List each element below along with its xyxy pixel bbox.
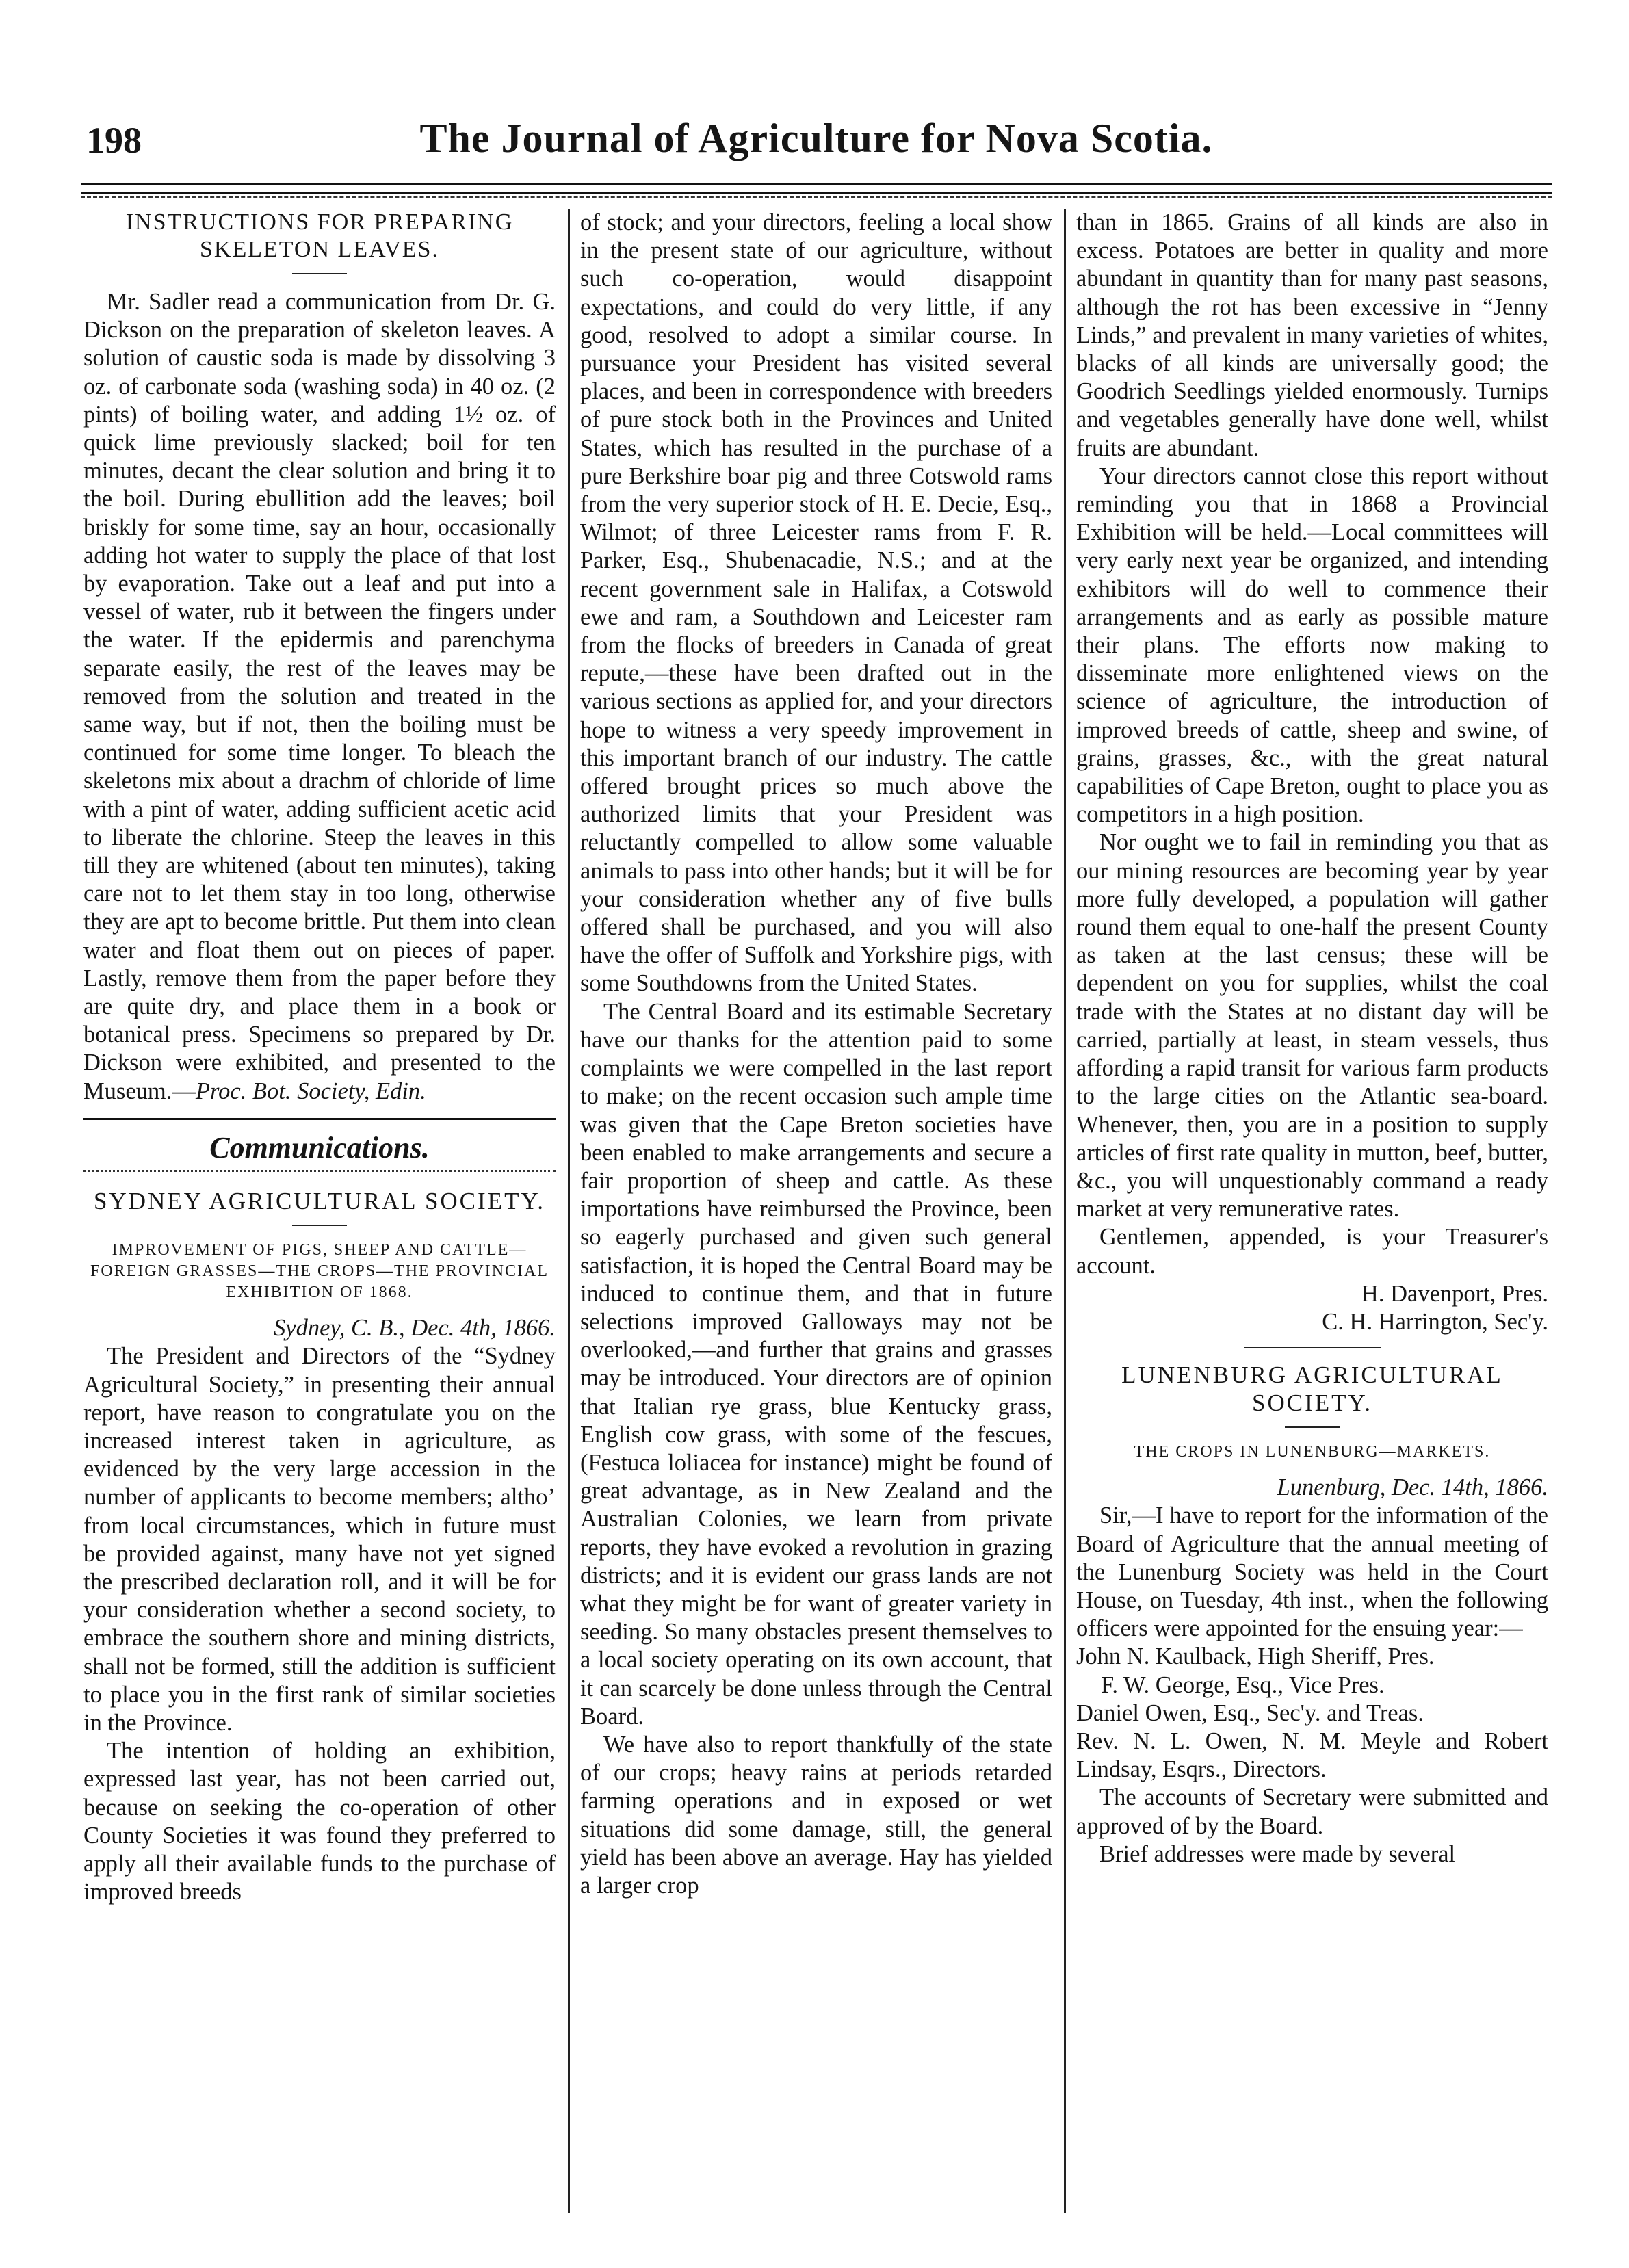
journal-title: The Journal of Agriculture for Nova Scotia. (419, 116, 1213, 161)
article-paragraph: Nor ought we to fail in reminding you that as our mining resources are becoming year by year more fully developed, a population will gather round them equal to one-half the present County as taken at the last census; these will be dependent on you for supplies, whilst the coal trade with the States at no distant day will be carried, partially at least, in steam vessels, thus affording a rapid transit for various farm products to the large cities on the Atlantic sea-board. Whenever, then, you are in a position to supply articles of first rate quality in mutton, beef, butter, &c., you will unquestionably command a ready market at very remunerative rates. (1076, 829, 1548, 1223)
divider (292, 1225, 347, 1226)
officer-entry: John N. Kaulback, High Sheriff, Pres. (1076, 1643, 1435, 1670)
article-paragraph: The Central Board and its estimable Secretary have our thanks for the attention paid to some complaints we were compelled in the last report to make; on the recent occasion such ample time was given that the Cape Breton societies have been enabled to make arrangements and secure a fair proportion of sheep and cattle. As these importations have reimbursed the Province, been so eagerly purchased and given such general satisfaction, it is hoped the Central Board may be induced to continue them, and that in future selections improved Galloways may not be overlooked,—and further that grains and grasses may be introduced. Your directors are of opinion that Italian rye grass, blue Kentucky grass, English cow grass, with some of the fescues, (Festuca loliacea for instance) might be found of great advantage, as in New Zealand and the Australian Colonies, we learn from private reports, they have evoked a revolution in grazing districts; and it is evident our grass lands are not what they might be for want of greater variety in seeding. So many obstacles present themselves to a local society operating on its own account, that it can scarcely be done unless through the Central Board. (580, 998, 1052, 1730)
divider (1285, 1426, 1340, 1428)
header-dashed-rule (81, 196, 1552, 198)
section-title: Communications. (209, 1130, 430, 1164)
column-right (1076, 209, 1548, 1868)
paragraph-text: Mr. Sadler read a communication from Dr. G. Dickson on the preparation of skeleton leaves. A solution of caustic soda is made by dissolving 3 oz. of carbonate soda (washing soda) in 40 oz. (2 pints) of boiling water, and adding 1½ oz. of quick lime previously slacked; boil for ten minutes, decant the clear solution and bring it to the boil. During ebullition add the leaves; boil briskly for some time, say an hour, occasionally adding hot water to supply the place of that lost by evaporation. Take out a leaf and put into a vessel of water, rub it between the fingers under the water. If the epidermis and parenchyma separate easily, the rest of the leaves may be removed from the solution and treated in the same way, but if not, then the boiling must be continued for some time longer. To bleach the skeletons mix about a drachm of chloride of lime with a pint of water, adding sufficient acetic acid to liberate the chlorine. Steep the leaves in this till they are whitened (about ten minutes), taking care not to let them stay in too long, otherwise they are apt to become brittle. Put them into clean water and float them out on pieces of paper. Lastly, remove them from the paper before they are quite dry, and place them in a book or botanical press. Specimens so prepared by Dr. Dickson were exhibited, and presented to the Museum.— (83, 289, 556, 1104)
article-subheading: IMPROVEMENT OF PIGS, SHEEP AND CATTLE—FOREIGN GRASSES—THE CROPS—THE PROVINCIAL EXHIBITION OF 1868. (90, 1241, 549, 1302)
divider (292, 273, 347, 274)
signature-president: H. Davenport, Pres. (1361, 1280, 1548, 1307)
article-paragraph: Sir,—I have to report for the information of the Board of Agriculture that the annual meeting of the Lunenburg Society was held in the Court House, on Tuesday, 4th inst., when the following officers were appointed for the ensuing year:— (1076, 1502, 1548, 1642)
article-heading: INSTRUCTIONS FOR PREPARING SKELETON LEAVES. (125, 209, 514, 262)
article-paragraph: of stock; and your directors, feeling a local show in the present state of our agriculture, without such co-operation, would disappoint expectations, and could do very little, if any good, resolved to adopt a similar course. In pursuance your President has visited several places, and been in correspondence with breeders of pure stock both in the Provinces and United States, which has resulted in the purchase of a pure Berkshire boar pig and three Cotswold rams from the very superior stock of H. E. Decie, Esq., Wilmot; of three Leicester rams from F. R. Parker, Esq., Shubenacadie, N.S.; and at the recent government sale in Halifax, a Cotswold ewe and ram, a Southdown and Leicester ram from the flocks of breeders in Canada of great repute,—these have been drafted out in the various sections as applied for, and your directors hope to witness a very speedy improvement in this important branch of our industry. The cattle offered brought prices so much above the authorized limits that your President was reluctantly compelled to allow some valuable animals to pass into other hands; but it will be for your consideration whether any of five bulls offered shall be purchased, and you will also have the offer of Suffolk and Yorkshire pigs, with some Southdowns from the United States. (580, 209, 1052, 997)
column-divider (1064, 209, 1066, 2213)
column-middle (580, 209, 1052, 1900)
header-rule (81, 183, 1552, 194)
article-paragraph: Gentlemen, appended, is your Treasurer's account. (1076, 1224, 1548, 1279)
dateline: Lunenburg, Dec. 14th, 1866. (1277, 1474, 1548, 1501)
article-paragraph: The accounts of Secretary were submitted and approved of by the Board. (1076, 1784, 1548, 1839)
dateline: Sydney, C. B., Dec. 4th, 1866. (274, 1315, 556, 1342)
officer-entry: Daniel Owen, Esq., Sec'y. and Treas. (1076, 1699, 1424, 1726)
decorative-rule (83, 1170, 556, 1172)
signature-secretary: C. H. Harrington, Sec'y. (1322, 1308, 1548, 1335)
officer-entry: Rev. N. L. Owen, N. M. Meyle and Robert Lindsay, Esqrs., Directors. (1076, 1728, 1548, 1783)
column-divider (568, 209, 570, 2213)
page-header (81, 103, 1552, 178)
source-citation: Proc. Bot. Society, Edin. (195, 1078, 426, 1104)
society-heading: SYDNEY AGRICULTURAL SOCIETY. (94, 1188, 545, 1215)
column-left (83, 209, 556, 1906)
article-paragraph: Brief addresses were made by several (1099, 1840, 1456, 1867)
officer-entry: F. W. George, Esq., Vice Pres. (1101, 1671, 1385, 1698)
article-paragraph (83, 288, 556, 1106)
article-paragraph: We have also to report thankfully of the state of our crops; heavy rains at periods retarded farming operations and in exposed or wet situations did some damage, still, the general yield has been above an average. Hay has yielded a larger crop (580, 1731, 1052, 1899)
article-subheading: THE CROPS IN LUNENBURG—MARKETS. (1134, 1443, 1491, 1461)
society-heading: LUNENBURG AGRICULTURAL SOCIETY. (1121, 1361, 1503, 1417)
divider (1244, 1347, 1381, 1348)
section-rule (83, 1118, 556, 1120)
page-number: 198 (86, 120, 142, 161)
article-paragraph: Your directors cannot close this report without reminding you that in 1868 a Provincial Exhibition will be held.—Local committees will very early next year be organized, and intending exhibitors will do well to commence their arrangements and as early as possible mature their plans. The efforts now making to disseminate more enlightened views on the science of agriculture, the introduction of improved breeds of cattle, sheep and swine, of grains, grasses, &c., with the great natural capabilities of Cape Breton, ought to place you as competitors in a high position. (1076, 462, 1548, 828)
article-paragraph: The President and Directors of the “Sydney Agricultural Society,” in presenting their annual report, have reason to congratulate you on the increased interest taken in agriculture, as evidenced by the very large accession in the number of applicants to become members; altho’ from local circumstances, which in future must be provided against, many have not yet signed the prescribed declaration roll, and it will be for your consideration whether a second society, to embrace the southern shore and mining districts, shall not be formed, still the addition is sufficient to place you in the first rank of similar societies in the Province. (83, 1343, 556, 1736)
article-paragraph: The intention of holding an exhibition, expressed last year, has not been carried out, because on seeking the co-operation of other County Societies it was found they preferred to apply all their available funds to the purchase of improved breeds (83, 1738, 556, 1905)
article-paragraph: than in 1865. Grains of all kinds are also in excess. Potatoes are better in quality and more abundant in quantity than for many past seasons, although the rot has been excessive in “Jenny Linds,” and prevalent in many varieties of whites, blacks of all kinds are universally good; the Goodrich Seedlings yielded enormously. Turnips and vegetables generally have done well, whilst fruits are abundant. (1076, 209, 1548, 461)
